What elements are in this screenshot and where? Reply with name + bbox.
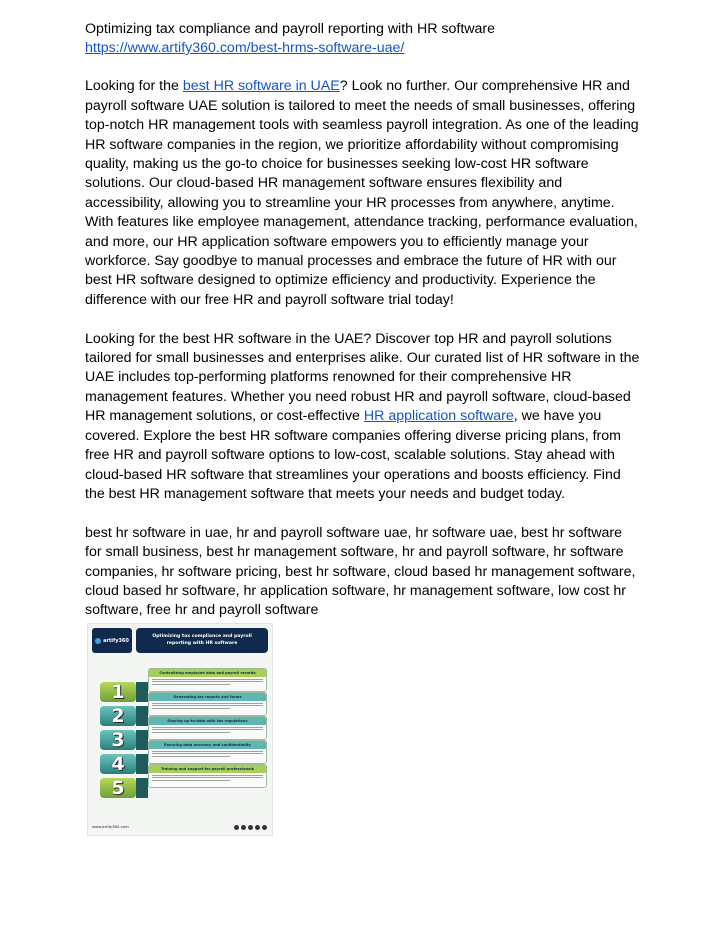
- twitter-icon: [248, 825, 253, 830]
- step-number: 5: [100, 778, 136, 798]
- para1-pre: Looking for the: [85, 78, 183, 95]
- footer-url: www.artify360.com: [92, 824, 129, 829]
- step-number: 1: [100, 682, 136, 702]
- para2-post: , we have you covered. Explore the best HR software companies offering diverse pricing plans, from free HR and payroll software options to low-cost, scalable solutions. Stay ahead with cloud-based HR software that streamlines your operations and boosts efficiency. Find the best HR management software that meets your needs and budget today.: [85, 408, 621, 502]
- spacer: [85, 310, 640, 329]
- para1-post: ? Look no further. Our comprehensive HR and payroll software UAE solution is tailored to meet the needs of small businesses, offering top-notch HR management tools with seamless payroll integration. As one of the leading HR software companies in the region, we prioritize affordability without compromising quality, making us the go-to choice for businesses seeking low-cost HR software solutions. Our cloud-based HR management software ensures flexibility and accessibility, allowing you to streamline your HR processes from anywhere, anytime. With features like employee management, attendance tracking, performance evaluation, and more, our HR application software empowers you to efficiently manage your workforce. Say goodbye to manual processes and embrace the future of HR with our best HR software designed to optimize efficiency and productivity. Experience the difference with our free HR and payroll software trial today!: [85, 78, 639, 308]
- paragraph-intro: [85, 77, 640, 310]
- step-card: [148, 668, 267, 692]
- facebook-icon: [234, 825, 239, 830]
- logo-text: artify360: [103, 637, 129, 644]
- doc-url-link[interactable]: https://www.artify360.com/best-hrms-software-uae/: [85, 40, 405, 56]
- step-number: 4: [100, 754, 136, 774]
- step-body: [149, 773, 266, 787]
- logo-mark-icon: [95, 638, 101, 644]
- infographic-header: [92, 628, 268, 653]
- best-hr-software-link[interactable]: best HR software in UAE: [182, 78, 340, 95]
- step-card: [148, 716, 267, 740]
- step-body: [149, 677, 266, 691]
- step-body: [149, 749, 266, 763]
- linkedin-icon: [255, 825, 260, 830]
- step-card: [148, 740, 267, 764]
- artify-logo: [92, 628, 132, 653]
- step-title: Training and support for payroll professionals: [149, 765, 266, 773]
- step-card: [148, 764, 267, 788]
- step-body: [149, 701, 266, 715]
- instagram-icon: [241, 825, 246, 830]
- step-connector: [136, 730, 148, 750]
- hr-application-software-link[interactable]: HR application software: [363, 408, 514, 425]
- step-body: [149, 725, 266, 739]
- para2-pre: Looking for the best HR software in the UAE? Discover top HR and payroll solutions tailored for small businesses and enterprises alike. Our curated list of HR software in the UAE includes top-performing platforms renowned for their comprehensive HR management features. Whether you need robust HR and payroll software, cloud-based HR management solutions, or cost-effective: [85, 330, 640, 425]
- step-number: 2: [100, 706, 136, 726]
- step-title: Ensuring data accuracy and confidentiality: [149, 741, 266, 749]
- infographic-image: [87, 623, 273, 836]
- spacer: [85, 504, 640, 523]
- step-title: Centralizing employee data and payroll records: [149, 669, 266, 677]
- step-connector: [136, 778, 148, 798]
- document-body: [85, 20, 640, 621]
- doc-title: Optimizing tax compliance and payroll reporting with HR software: [85, 21, 496, 37]
- step-title: Generating tax reports and forms: [149, 693, 266, 701]
- spacer: [85, 58, 640, 77]
- step-card: [148, 692, 267, 716]
- infographic-heading: Optimizing tax compliance and payroll reporting with HR software: [136, 628, 268, 653]
- step-number: 3: [100, 730, 136, 750]
- step-connector: [136, 754, 148, 774]
- paragraph-discover: [85, 330, 640, 505]
- step-title: Staying up-to-date with tax regulations: [149, 717, 266, 725]
- infographic-footer: [92, 823, 268, 831]
- youtube-icon: [262, 825, 267, 830]
- step-connector: [136, 682, 148, 702]
- step-connector: [136, 706, 148, 726]
- paragraph-keywords: best hr software in uae, hr and payroll software uae, hr software uae, best hr software for small business, best hr management software, hr and payroll software, hr software companies, hr software pricing, best hr software, cloud based hr management software, cloud based hr software, hr application software, hr management software, low cost hr software, free hr and payroll software: [85, 524, 636, 619]
